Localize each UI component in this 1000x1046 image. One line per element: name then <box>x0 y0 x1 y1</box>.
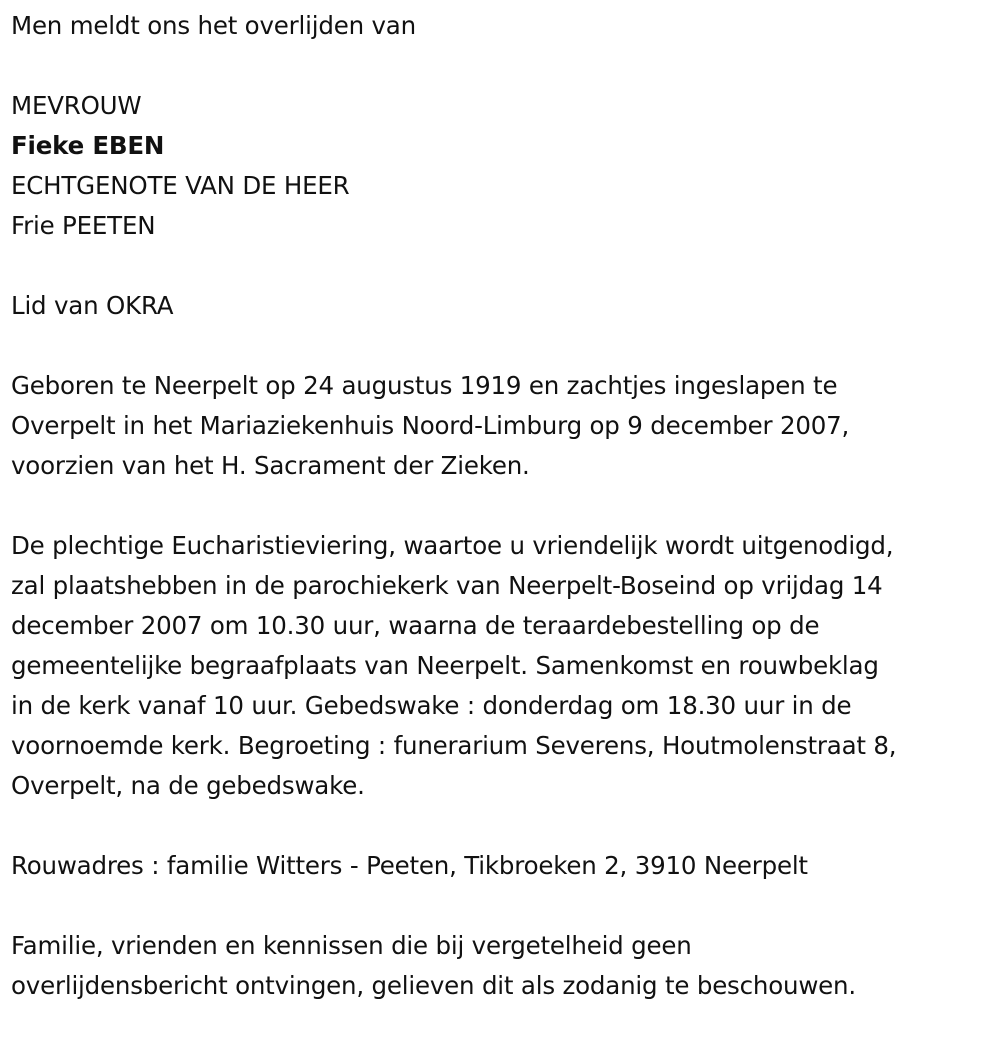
paragraph-line: De plechtige Eucharistieviering, waartoe u vriendelijk wordt uitgenodigd, <box>11 531 894 560</box>
paragraph-line: gemeentelijke begraafplaats van Neerpelt. Samenkomst en rouwbeklag <box>11 651 879 680</box>
honorific: MEVROUW <box>11 91 142 120</box>
paragraph-line: in de kerk vanaf 10 uur. Gebedswake : donderdag om 18.30 uur in de <box>11 691 852 720</box>
paragraph-line: Overpelt, na de gebedswake. <box>11 771 365 800</box>
paragraph-line: december 2007 om 10.30 uur, waarna de teraardebestelling op de <box>11 611 820 640</box>
deceased-name: Fieke EBEN <box>11 131 165 160</box>
relation-text: ECHTGENOTE VAN DE HEER <box>11 171 350 200</box>
closing-paragraph <box>11 926 996 1006</box>
paragraph-line: Overpelt in het Mariaziekenhuis Noord-Limburg op 9 december 2007, <box>11 411 850 440</box>
paragraph-line: overlijdensbericht ontvingen, gelieven dit als zodanig te beschouwen. <box>11 971 856 1000</box>
membership-text: Lid van OKRA <box>11 291 174 320</box>
spacer <box>11 806 996 846</box>
spouse-name: Frie PEETEN <box>11 211 156 240</box>
intro-text: Men meldt ons het overlijden van <box>11 11 416 40</box>
paragraph-line: Familie, vrienden en kennissen die bij vergetelheid geen <box>11 931 692 960</box>
death-notice <box>11 0 996 1006</box>
paragraph-line: Geboren te Neerpelt op 24 augustus 1919 en zachtjes ingeslapen te <box>11 371 838 400</box>
spacer <box>11 46 996 86</box>
spacer <box>11 326 996 366</box>
ceremony-paragraph <box>11 526 996 806</box>
spacer <box>11 246 996 286</box>
mourning-address: Rouwadres : familie Witters - Peeten, Tikbroeken 2, 3910 Neerpelt <box>11 851 808 880</box>
spacer <box>11 486 996 526</box>
paragraph-line: voornoemde kerk. Begroeting : funerarium Severens, Houtmolenstraat 8, <box>11 731 897 760</box>
paragraph-line: zal plaatshebben in de parochiekerk van Neerpelt-Boseind op vrijdag 14 <box>11 571 883 600</box>
birth-death-paragraph <box>11 366 996 486</box>
spacer <box>11 886 996 926</box>
paragraph-line: voorzien van het H. Sacrament der Zieken. <box>11 451 530 480</box>
